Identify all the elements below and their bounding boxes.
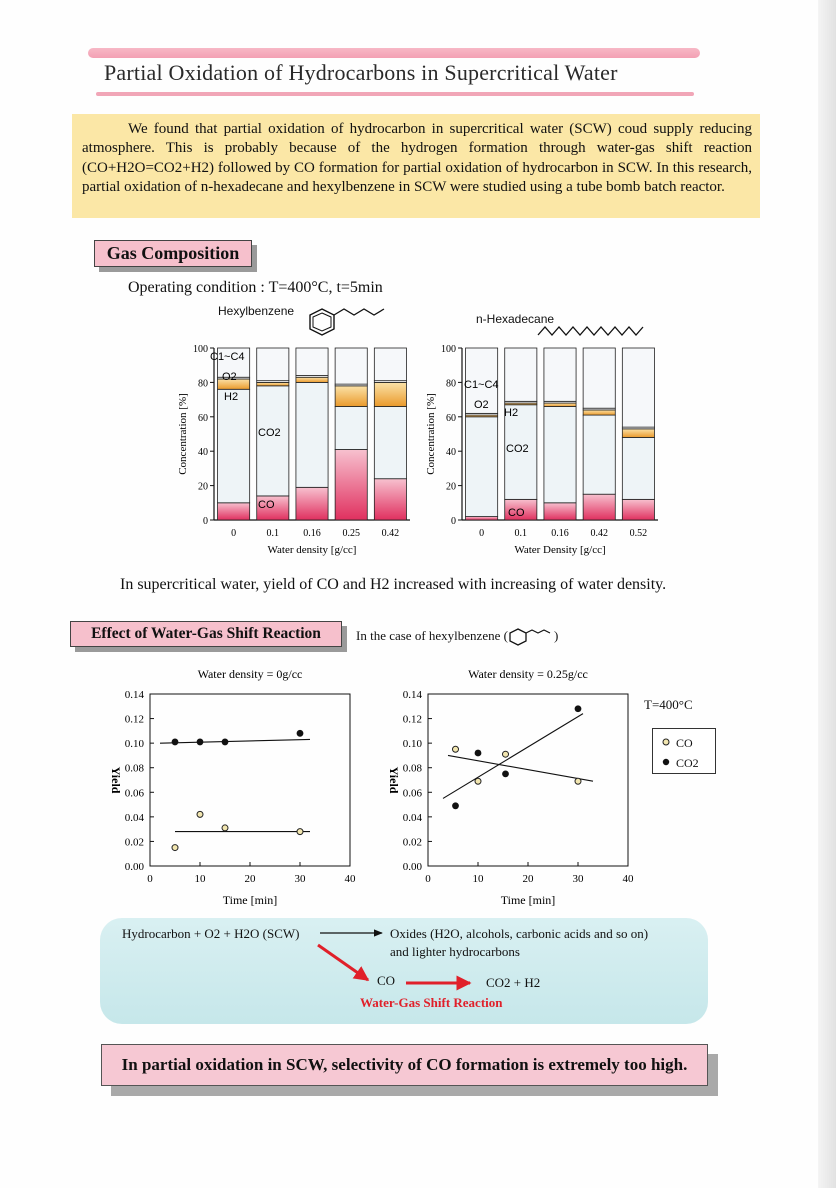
legend-co2-label: CO2: [676, 756, 699, 770]
co-text: CO: [377, 973, 396, 988]
x-tick-label: 0.42: [381, 528, 400, 539]
x-tick-label: 0: [147, 873, 153, 885]
hexylbenzene-note-end: ): [553, 627, 559, 643]
x-tick-label: 10: [472, 873, 484, 885]
y-tick-label: 0.00: [124, 861, 144, 873]
y-tick-label: 80: [446, 378, 456, 390]
chart2-title: n-Hexadecane: [476, 312, 555, 326]
y-tick-label: 40: [446, 447, 456, 459]
y-tick-label: 0.02: [402, 836, 422, 849]
x-tick-label: 40: [344, 873, 356, 885]
y-tick-label: 0.00: [402, 861, 422, 873]
x-tick-label: 0: [231, 528, 237, 539]
y-tick-label: 0.04: [402, 811, 422, 824]
legend-co-label: CO: [676, 736, 693, 750]
hexylbenzene-note-text: In the case of hexylbenzene (: [356, 627, 508, 643]
co-formation-arrow: [318, 945, 368, 980]
chart1-title: Hexylbenzene: [218, 304, 295, 318]
section-heading-water-gas-shift: Effect of Water-Gas Shift Reaction: [70, 621, 342, 647]
y-tick-label: 0.06: [124, 787, 144, 800]
x-axis-label: Water density [g/cc]: [267, 544, 357, 556]
component-label: O2: [222, 371, 237, 383]
y-tick-label: 60: [446, 412, 456, 424]
component-label: H2: [504, 407, 519, 419]
y-tick-label: 0.14: [402, 689, 422, 701]
component-label: CO: [258, 499, 275, 511]
x-tick-label: 30: [294, 873, 306, 885]
y-tick-label: 80: [198, 378, 208, 390]
y-tick-label: 100: [193, 344, 208, 355]
y-tick-label: 20: [446, 481, 456, 493]
x-tick-label: 0.42: [590, 528, 608, 539]
page-title: Partial Oxidation of Hydrocarbons in Supercritical Water: [104, 60, 618, 85]
x-tick-label: 0.1: [266, 528, 280, 539]
x-axis-label: Time [min]: [222, 893, 278, 907]
component-label: O2: [474, 399, 489, 411]
component-label: C1~C4: [464, 379, 499, 391]
y-tick-label: 0.04: [124, 811, 144, 824]
products-text-line2: and lighter hydrocarbons: [390, 944, 520, 959]
x-axis-label: Water Density [g/cc]: [514, 544, 606, 556]
section-heading-gas-composition: Gas Composition: [94, 240, 252, 267]
x-tick-label: 20: [522, 873, 534, 885]
chart-title: Water density = 0g/cc: [197, 667, 303, 681]
y-tick-label: 0: [451, 516, 456, 527]
y-tick-label: 0.12: [124, 713, 144, 726]
x-tick-label: 10: [194, 873, 206, 885]
y-axis-label: Yield: [109, 766, 123, 794]
gas-composition-finding: In supercritical water, yield of CO and H2 increased with increasing of water density.: [120, 576, 667, 593]
x-tick-label: 0: [479, 528, 485, 539]
component-label: CO2: [506, 443, 529, 455]
x-tick-label: 40: [622, 873, 634, 885]
y-tick-label: 0.08: [124, 762, 144, 775]
x-tick-label: 20: [244, 873, 256, 885]
component-label: CO2: [258, 427, 281, 439]
products-text-line1: Oxides (H2O, alcohols, carbonic acids and so on): [390, 926, 649, 941]
chart-title: Water density = 0.25g/cc: [468, 667, 588, 681]
shift-reaction-label: Water-Gas Shift Reaction: [360, 995, 503, 1010]
y-tick-label: 0.08: [402, 762, 422, 775]
x-tick-label: 0.16: [303, 528, 321, 539]
y-tick-label: 60: [198, 412, 208, 424]
y-tick-label: 100: [441, 344, 456, 355]
operating-condition: Operating condition : T=400°C, t=5min: [128, 279, 383, 296]
x-tick-label: 30: [572, 873, 584, 885]
component-label: CO: [508, 507, 525, 519]
y-tick-label: 40: [198, 447, 208, 459]
x-tick-label: 0.52: [629, 528, 648, 539]
conclusion-box: In partial oxidation in SCW, selectivity of CO formation is extremely too high.: [101, 1044, 708, 1086]
y-tick-label: 0.06: [402, 787, 422, 800]
y-axis-label: Concentration [%]: [425, 393, 437, 475]
temperature-label: T=400°C: [644, 697, 693, 712]
y-axis-label: Yield: [387, 766, 401, 794]
reactants-text: Hydrocarbon + O2 + H2O (SCW): [122, 926, 300, 941]
x-tick-label: 0.25: [342, 528, 360, 539]
x-tick-label: 0: [425, 873, 431, 885]
y-tick-label: 0.14: [124, 689, 144, 701]
y-tick-label: 20: [198, 481, 208, 493]
y-tick-label: 0: [203, 516, 208, 527]
y-tick-label: 0.10: [402, 738, 422, 751]
shift-products-text: CO2 + H2: [486, 975, 541, 990]
x-axis-label: Time [min]: [500, 893, 556, 907]
intro-text: We found that partial oxidation of hydrocarbon in supercritical water (SCW) coud supply reducing atmosphere. This is probably because of the hydrogen formation through water-gas shift reaction (CO+H2O=CO2+H2) followed by CO formation for partial oxidation of hydrocarbon in SCW. In this research, partial oxidation of n-hexadecane and hexylbenzene in SCW were studied using a tube bomb batch reactor.: [82, 121, 752, 195]
component-label: C1~C4: [210, 351, 245, 363]
y-tick-label: 0.12: [402, 713, 422, 726]
component-label: H2: [224, 391, 239, 403]
x-tick-label: 0.1: [514, 528, 528, 539]
y-axis-label: Concentration [%]: [177, 393, 189, 475]
y-tick-label: 0.02: [124, 836, 144, 849]
x-tick-label: 0.16: [551, 528, 569, 539]
y-tick-label: 0.10: [124, 738, 144, 751]
